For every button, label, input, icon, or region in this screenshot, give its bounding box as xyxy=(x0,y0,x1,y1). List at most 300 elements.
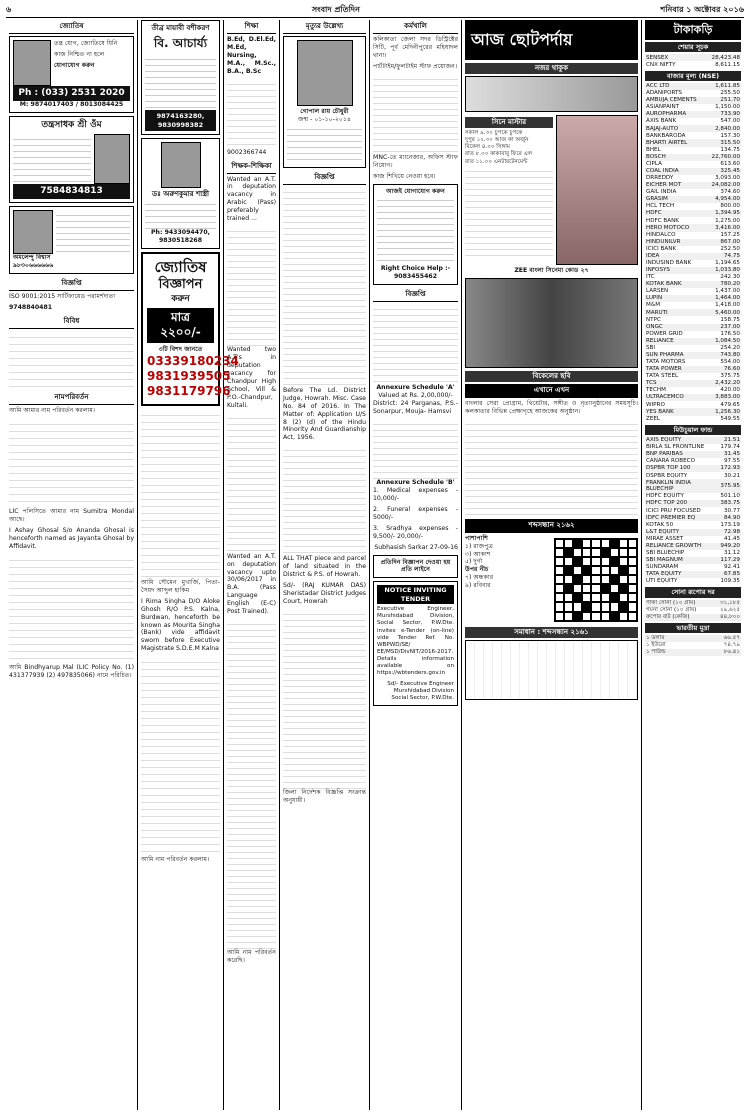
stock-row-value: 157.30 xyxy=(720,132,740,139)
fund-row-label: FRANKLIN INDIA BLUECHIP xyxy=(645,479,719,493)
tv-schedule xyxy=(465,166,553,256)
stock-row xyxy=(645,309,741,316)
legal-notice: Sd/- (RAJ KUMAR DAS) Sheristadar District Judges Court, Howrah xyxy=(283,582,366,606)
stock-row xyxy=(645,125,741,132)
stock-row-label: SUN PHARMA xyxy=(645,352,706,359)
ad-text-block xyxy=(56,210,130,254)
events-head: এখানে এখন xyxy=(465,384,638,398)
crossword-cell xyxy=(573,557,582,566)
fund-head: মিউচুয়াল ফান্ড xyxy=(645,425,741,435)
ad-phone: ৯৮৩০৬৬৬৬৬৬ xyxy=(13,262,54,270)
column-education xyxy=(224,20,280,1110)
gold-row xyxy=(645,614,741,621)
stock-row-value: 613.60 xyxy=(720,160,740,167)
stock-row xyxy=(645,295,741,302)
gold-row-label: গয়না সোনা (১০ গ্রাম) xyxy=(646,606,697,613)
tv-sub: সিনে মাস্টার xyxy=(465,117,553,128)
fund-row xyxy=(645,458,741,465)
ad-phone: Ph : (033) 2531 2020 xyxy=(13,86,130,102)
tv-line: রাত ১১.০০ এনটারটেনমেন্ট xyxy=(465,158,528,165)
classified-block xyxy=(9,418,134,508)
fund-row-label: L&T EQUITY xyxy=(645,529,719,536)
stock-row xyxy=(645,217,741,224)
stock-row-value: 1,084.50 xyxy=(706,338,741,345)
astrologer-ad-2 xyxy=(9,206,134,274)
stock-row-label: HCL TECH xyxy=(646,203,675,210)
stock-row-label: ITC xyxy=(646,274,655,281)
stock-row-label: TATA STEEL xyxy=(646,373,679,380)
fx-row-label: ১ ইউরো xyxy=(646,642,666,649)
crossword-cell xyxy=(573,539,582,548)
crossword-cell xyxy=(582,602,591,611)
crossword-cell xyxy=(619,593,628,602)
crossword-cell xyxy=(628,612,637,621)
ad-box: প্রতিদিন বিজ্ঞাপন দেওয়া হয় প্রতি লাইনে xyxy=(373,555,458,579)
promo-sub: করুন xyxy=(171,293,190,304)
iso-ad: ISO 9001:2015 সার্টিফায়েড পরামর্শদাতা xyxy=(9,293,116,301)
stock-row-value: 251.70 xyxy=(706,97,741,104)
index-row xyxy=(645,61,741,68)
crossword-cell xyxy=(582,557,591,566)
fx-table xyxy=(645,635,741,656)
job-ad xyxy=(373,184,458,286)
column-market xyxy=(642,20,744,1110)
stock-row-label: ADANIPORTS xyxy=(646,90,682,97)
fund-row xyxy=(645,578,741,585)
fund-row-label: SBI MAGNUM xyxy=(645,557,719,564)
crossword-cell xyxy=(555,575,564,584)
fund-row-label: RELIANCE GROWTH xyxy=(645,543,719,550)
stock-row-label: NTPC xyxy=(646,316,661,323)
gold-row xyxy=(645,600,741,607)
crossword-cell xyxy=(610,602,619,611)
crossword-solution: সমাধান : শব্দসন্ধান ২১৬১ xyxy=(465,627,638,638)
annexure-line: District: 24 Parganas, P.S.-Sonarpur, Mouja- Hamsvi xyxy=(373,400,458,416)
obituary xyxy=(283,36,366,168)
gold-row-value: ২৯,৬২৫ xyxy=(720,606,740,613)
fund-row-label: SBI BLUECHIP xyxy=(646,549,685,556)
classified-line: আমি নাম পরিবর্তন করলাম। xyxy=(141,856,210,864)
fund-row-label: BIRLA SL FRONTLINE xyxy=(646,444,705,451)
stock-row xyxy=(645,416,741,423)
ad-name: বি. আচার্য্য xyxy=(153,35,208,50)
stock-row xyxy=(645,139,741,146)
fund-row-value: 173.19 xyxy=(720,521,740,528)
stock-row-value: 743.80 xyxy=(706,352,741,359)
astrology-ad xyxy=(9,36,134,113)
fund-row-value: 72.98 xyxy=(719,529,741,536)
film-photo xyxy=(465,278,638,368)
stock-row-label: ULTRACEMCO xyxy=(645,394,706,401)
fund-row xyxy=(645,536,741,543)
fund-row xyxy=(645,451,741,458)
stock-row-value: 1,464.00 xyxy=(706,295,741,302)
classified-block xyxy=(227,226,276,346)
legal-notice: জিলা নির্দেশক বিজ্ঞপ্তি সংক্রান্ত অনুযায়ী। xyxy=(283,788,366,804)
crossword-cell xyxy=(619,548,628,557)
stock-row-label: KOTAK BANK xyxy=(645,281,706,288)
gold-table xyxy=(645,600,741,621)
stock-row-value: 780.20 xyxy=(706,281,741,288)
ad-name: ডঃ অরুণকুমার শাস্ত্রী xyxy=(151,189,210,198)
stock-row-value: 22,760.00 xyxy=(706,154,741,161)
stock-row-label: POWER GRID xyxy=(646,330,683,337)
stock-row-label: DRREDDY xyxy=(646,175,674,182)
fund-row-label: AXIS EQUITY xyxy=(645,437,719,444)
crossword-cell xyxy=(619,584,628,593)
crossword-cell xyxy=(582,593,591,602)
stock-row-label: LARSEN xyxy=(646,288,669,295)
stock-row xyxy=(645,281,741,288)
stock-row xyxy=(645,147,741,154)
fund-row xyxy=(645,479,741,493)
fx-row-value: ৬৬.৫৭ xyxy=(697,635,741,642)
stock-row-value: 158.75 xyxy=(720,316,740,323)
stock-row xyxy=(645,118,741,125)
index-table xyxy=(645,54,741,68)
crossword-cell xyxy=(564,602,573,611)
stock-row-value: 76.60 xyxy=(706,366,741,373)
stock-row xyxy=(645,232,741,239)
masthead xyxy=(6,4,744,18)
stock-row-value: 4,954.00 xyxy=(706,196,741,203)
job-line: MNC-তে ম্যানেজার, অফিস স্টাফ নিয়োগ। xyxy=(373,153,458,169)
stock-row-label: ASIANPAINT xyxy=(646,104,680,111)
stock-row xyxy=(645,267,741,274)
fund-row-label: SUNDARAM xyxy=(646,564,679,571)
gold-row-label: রুপোর বাট (কেজি) xyxy=(645,614,713,621)
index-row-value: 28,423.48 xyxy=(694,54,741,61)
crossword-cell xyxy=(564,575,573,584)
stock-row-value: 1,394.95 xyxy=(706,210,741,217)
classified-block xyxy=(283,609,366,789)
crossword-cell xyxy=(564,539,573,548)
gold-row-value: ৪৪,৮০০ xyxy=(713,614,741,621)
fund-row-label: DSPBR EQUITY xyxy=(646,472,688,479)
obituary-photo xyxy=(297,40,353,106)
stock-row-value: 1,437.00 xyxy=(715,288,740,295)
crossword-cell xyxy=(619,575,628,584)
annexure-title: Annexure Schedule 'A' xyxy=(376,384,455,392)
events-text: বাংলার সেরা প্রোগ্রাম, থিয়েটার, সঙ্গীত ও নৃত্যানুষ্ঠানের সময়সূচি। কলকাতার বিভিন্ন প্রেক্ষাগৃহে আজকের অনুষ্ঠান। xyxy=(465,399,638,415)
stock-row-value: 3,883.00 xyxy=(706,394,741,401)
fund-row xyxy=(645,571,741,578)
section-head: কর্মখালি xyxy=(373,20,458,34)
stock-row-label: BHEL xyxy=(646,146,661,153)
stock-row xyxy=(645,352,741,359)
stock-row-value: 1,194.65 xyxy=(715,260,740,266)
crossword-cell xyxy=(591,584,600,593)
ad-phone: Ph: 9433094470, 9830518268 xyxy=(151,228,210,244)
stock-row xyxy=(645,161,741,168)
stock-row xyxy=(645,104,741,111)
stock-row-label: MARUTI xyxy=(645,309,706,316)
tv-listing-row xyxy=(465,115,638,265)
fund-row xyxy=(645,514,741,521)
stock-row-value: 1,418.00 xyxy=(715,302,740,309)
tender-body: Executive Engineer, Murshidabad Division, Social Sector, P.W.Dte. invites e-Tender (on-line) vide Tender Ref. No. WBPWD/SE/ EE/MSD/DivNIT/2016-2017. Details information available on https://wbtenders.gov.in xyxy=(377,606,454,677)
stock-row-value: 74.75 xyxy=(706,253,741,260)
fund-row-value: 30.21 xyxy=(723,472,740,479)
market-logo: টাকাকড়ি xyxy=(645,20,741,40)
ad-phone: 7584834813 xyxy=(13,184,130,200)
fund-row-label: IDFC PREMIER EQ xyxy=(645,514,719,521)
stock-row xyxy=(645,175,741,182)
events-listing xyxy=(465,419,638,519)
fund-row xyxy=(645,521,741,528)
tender-footer: Sd/- Executive Engineer Murshidabad Division Social Sector, P.W.Dte. xyxy=(387,680,454,701)
stock-row-value: 867.00 xyxy=(706,239,741,246)
stock-row-label: ZEEL xyxy=(646,415,661,422)
gold-head: সোনা রূপোর দর xyxy=(645,587,741,597)
stock-row-label: BAJAJ-AUTO xyxy=(645,125,706,132)
crossword-cell xyxy=(564,584,573,593)
stock-row-value: 2,432.20 xyxy=(706,380,741,387)
classified-block xyxy=(227,619,276,949)
crossword-cell xyxy=(628,584,637,593)
crossword-cell xyxy=(564,557,573,566)
crossword-cell xyxy=(591,593,600,602)
stock-row-label: BOSCH xyxy=(645,154,706,161)
crossword-cell xyxy=(555,557,564,566)
section-head: বিজ্ঞপ্তি xyxy=(373,288,458,302)
column-jobs xyxy=(370,20,462,1110)
ad-text-block xyxy=(145,199,216,229)
crossword-cell xyxy=(610,612,619,621)
fund-row xyxy=(645,550,741,557)
fund-row-label: KOTAK 50 xyxy=(646,521,674,528)
stock-row xyxy=(645,338,741,345)
stock-row xyxy=(645,408,741,415)
fund-row-value: 30.77 xyxy=(723,507,740,514)
ad-head: আজই যোগাযোগ করুন xyxy=(386,187,445,195)
crossword-cell xyxy=(610,584,619,593)
stock-row-value: 176.50 xyxy=(720,330,740,337)
classified-block xyxy=(9,331,134,391)
stock-row-label: INDUSIND BANK xyxy=(646,260,692,266)
fx-row-label: ১ ডলার xyxy=(645,635,697,642)
stock-row-value: 24,082.00 xyxy=(706,182,741,189)
ad-text-block xyxy=(13,134,91,184)
stock-row-label: ACC LTD xyxy=(645,83,706,90)
fund-row-value: 501.10 xyxy=(720,493,740,500)
section-head: জ্যোতিষ xyxy=(9,20,134,34)
astrologer-photo xyxy=(13,40,51,86)
annexure-line: 3. Sradhya expenses - 9,500/- 20,000/- xyxy=(373,524,458,540)
crossword-cell xyxy=(610,557,619,566)
stock-row-value: 374.60 xyxy=(720,189,740,196)
shastri-ad xyxy=(141,138,220,249)
stock-row-label: TATA MOTORS xyxy=(646,359,686,366)
annexure-line: 2. Funeral expenses - 5000/- xyxy=(373,505,458,521)
crossword-grid xyxy=(554,538,638,622)
fund-row-value: 97.55 xyxy=(723,458,740,465)
stock-row-value: 1,611.85 xyxy=(706,83,741,90)
stock-row-label: TATA POWER xyxy=(645,366,706,373)
classified-block xyxy=(373,74,458,154)
strip-caption: বিকেলের ছবি xyxy=(465,371,638,382)
fund-row-value: 41.45 xyxy=(723,535,740,542)
advertise-promo xyxy=(141,252,239,406)
annexure-line: 1. Medical expenses - 10,000/- xyxy=(373,486,458,502)
clue-head: পাশাপাশি xyxy=(465,534,488,542)
tv-note: ZEE বাংলা সিনেমা কোড ২৭ xyxy=(514,266,589,274)
crossword-cell xyxy=(628,593,637,602)
crossword-cell xyxy=(619,612,628,621)
stock-row xyxy=(645,111,741,118)
crossword-cell xyxy=(564,548,573,557)
stock-row-value: 237.00 xyxy=(706,324,741,331)
fund-row xyxy=(645,557,741,564)
crossword-cell xyxy=(619,539,628,548)
annexure-title: Annexure Schedule 'B' xyxy=(376,479,455,487)
paper-name: সংবাদ প্রতিদিন xyxy=(311,5,360,15)
ad-text-block xyxy=(377,195,454,265)
crossword-cell xyxy=(555,584,564,593)
crossword-cell xyxy=(628,548,637,557)
clue: ৭) অন্ধকার xyxy=(465,574,494,582)
fund-row xyxy=(645,465,741,472)
crossword-cell xyxy=(582,539,591,548)
stock-row-value: 3,416.00 xyxy=(706,224,741,231)
obituary-date: জন্ম - ০১-১০-২০১৪ xyxy=(297,115,351,123)
promo-note: ৩টি বিশদ জানতে xyxy=(158,345,203,353)
fund-row xyxy=(645,444,741,451)
crossword-cell xyxy=(628,575,637,584)
section-head: শিক্ষা xyxy=(227,20,276,34)
stock-row xyxy=(645,274,741,281)
ad-line: কাজ নিশ্চিত না হলে xyxy=(54,50,105,58)
crossword-cell xyxy=(564,593,573,602)
stock-row-value: 1,033.80 xyxy=(706,267,741,274)
crossword-cell xyxy=(619,602,628,611)
stock-row xyxy=(645,302,741,309)
stock-row-label: GAIL INDIA xyxy=(646,189,677,196)
classified-line: Wanted two A.T's in deputation vacancy for Chandpur High School, Vill & P.O.-Chandpur, Kultali. xyxy=(227,346,276,409)
stock-row xyxy=(645,224,741,231)
section-head: নামপরিবর্তন xyxy=(9,391,134,405)
stock-row-label: GRASIM xyxy=(645,196,706,203)
section-head: শিক্ষক-শিক্ষিকা xyxy=(227,160,276,174)
stock-row xyxy=(645,97,741,104)
stock-row xyxy=(645,90,741,97)
astrologer-photo xyxy=(13,210,53,254)
fund-row-label: HDFC EQUITY xyxy=(646,493,684,500)
banner-title: আজ ছোটপর্দায় xyxy=(471,29,573,49)
crossword-cell xyxy=(601,593,610,602)
stock-row xyxy=(645,239,741,246)
fx-row-value: ৭৪.৭৯ xyxy=(723,642,740,649)
education-phone: 9002366744 xyxy=(227,148,267,156)
astrologer-photo xyxy=(161,142,201,188)
classified-line: আমি Bindhyarup Mal (LIC Policy No. (1) 431377939 (2) 497835066) নামে পরিচিত। xyxy=(9,663,134,679)
ad-head: তীব্র মায়াবী বশীকরণ xyxy=(151,24,210,32)
fund-row-label: TATA EQUITY xyxy=(645,571,719,578)
crossword-cell xyxy=(591,557,600,566)
classified-block xyxy=(283,445,366,555)
crossword-clues xyxy=(465,535,550,625)
stock-row-label: HINDUNILVR xyxy=(645,239,706,246)
fund-row-value: 179.74 xyxy=(720,444,740,451)
solution-grid xyxy=(465,640,638,700)
stock-row-value: 554.00 xyxy=(720,359,740,366)
crossword-head: শব্দসন্ধান ২১৬২ xyxy=(465,519,638,533)
gold-row-value: ৩১,১৮৫ xyxy=(713,600,741,607)
fund-row xyxy=(645,564,741,571)
fund-row-value: 172.93 xyxy=(720,465,740,472)
iso-phone: 9748840481 xyxy=(9,304,53,312)
clue-head: উপর নীচ xyxy=(465,566,489,574)
stock-row-value: 325.45 xyxy=(706,168,741,175)
fx-row-label: ১ পাউন্ড xyxy=(645,649,697,656)
tv-line: সকাল ৯.৩০ চুপকে চুপকে xyxy=(465,129,523,136)
fund-row xyxy=(645,529,741,536)
stock-row-label: COAL INDIA xyxy=(645,168,706,175)
ad-phone: 9874163280, 9830998382 xyxy=(145,110,216,131)
promo-price: মাত্র ২২০০/- xyxy=(147,308,214,343)
crossword-cell xyxy=(573,566,582,575)
fund-row-value: 109.35 xyxy=(720,578,740,585)
page-number: ৬ xyxy=(6,5,12,15)
stock-row-label: AMBUJA CEMENTS xyxy=(645,97,706,104)
ad-mobile: M: 9874017403 / 8013084425 xyxy=(19,101,124,109)
crossword-cell xyxy=(628,566,637,575)
crossword-cell xyxy=(610,539,619,548)
crossword-cell xyxy=(591,575,600,584)
gold-row xyxy=(645,607,741,614)
crossword-cell xyxy=(628,557,637,566)
stock-row-value: 420.00 xyxy=(720,387,740,394)
stock-row xyxy=(645,154,741,161)
classified-line: I Ashay Ghosal S/o Ananda Ghosal is henceforth named as Jayanta Ghosal by Affidavit. xyxy=(9,526,134,550)
column-entertainment xyxy=(462,20,642,1110)
stock-row-label: CIPLA xyxy=(646,160,663,167)
tender-title: NOTICE INVITING TENDER xyxy=(377,585,454,604)
classified-block xyxy=(227,413,276,553)
fund-row-value: 92.41 xyxy=(723,564,740,571)
crossword-cell xyxy=(628,602,637,611)
section-head: বিজ্ঞপ্তি xyxy=(9,277,134,291)
fund-row-value: 31.12 xyxy=(723,549,740,556)
promo-title: বিজ্ঞাপন xyxy=(158,276,203,292)
index-row-value: 8,611.15 xyxy=(715,61,740,68)
crossword-cell xyxy=(555,612,564,621)
classified-block xyxy=(373,304,458,384)
stock-row xyxy=(645,324,741,331)
stock-row-label: ICICI BANK xyxy=(646,245,677,252)
education-ad: B.Ed, D.El.Ed, M.Ed, Nursing, M.A., M.Sc., B.A., B.Sc xyxy=(227,35,276,75)
stock-row-label: EICHER MOT xyxy=(645,182,706,189)
crossword-cell xyxy=(591,566,600,575)
promo-phone: 03339180234 xyxy=(147,353,239,368)
stock-row-value: 255.50 xyxy=(720,90,740,97)
stock-row xyxy=(645,210,741,217)
section-head: বিবিধ xyxy=(9,315,134,329)
stock-row-value: 315.50 xyxy=(706,139,741,146)
stock-row-value: 2,840.00 xyxy=(706,125,741,132)
stock-row xyxy=(645,189,741,196)
classified-block xyxy=(141,409,220,579)
stock-row xyxy=(645,366,741,373)
fund-row-value: 84.90 xyxy=(719,514,741,521)
stock-row-label: YES BANK xyxy=(645,408,706,415)
crossword-cell xyxy=(610,593,619,602)
stock-row xyxy=(645,401,741,408)
fund-row-value: 117.29 xyxy=(720,557,740,564)
fund-row-label: UTI EQUITY xyxy=(646,578,678,585)
crossword-cell xyxy=(573,575,582,584)
crossword-cell xyxy=(601,602,610,611)
